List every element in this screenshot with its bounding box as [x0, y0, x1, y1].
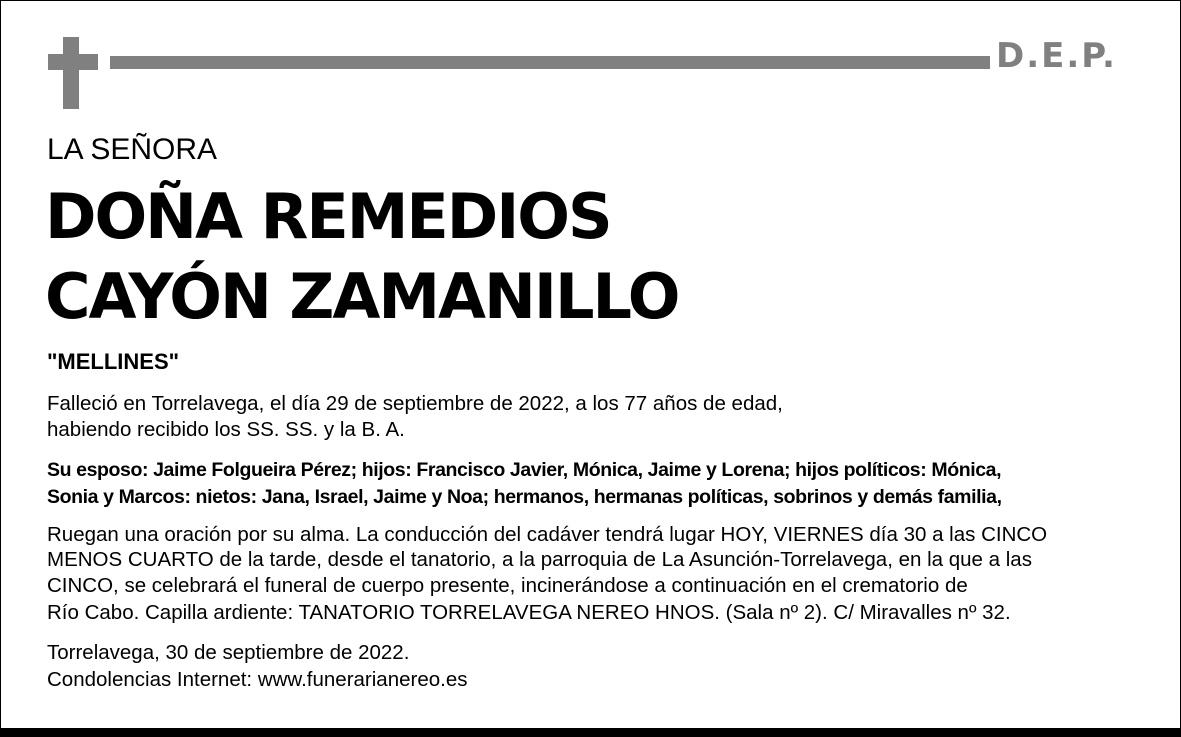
- ceremony-line-2: MENOS CUARTO de la tarde, desde el tanatorio, a la parroquia de La Asunción-Torrelavega, en la que a las: [47, 548, 1032, 571]
- cross-icon: [63, 37, 79, 109]
- cross-icon-arm: [48, 54, 98, 70]
- salutation: LA SEÑORA: [47, 133, 218, 166]
- deceased-name-line-2: CAYÓN ZAMANILLO: [45, 260, 679, 333]
- family-line-2: Sonia y Marcos: nietos: Jana, Israel, Jaime y Noa; hermanos, hermanas políticas, sobrinos y demás familia,: [47, 486, 1002, 508]
- death-info-line-1: Falleció en Torrelavega, el día 29 de septiembre de 2022, a los 77 años de edad,: [47, 392, 783, 415]
- family-line-1: Su esposo: Jaime Folgueira Pérez; hijos: Francisco Javier, Mónica, Jaime y Lorena; hijos políticos: Mónica,: [47, 459, 1002, 481]
- header-divider: [110, 56, 990, 69]
- bottom-border: [0, 728, 1181, 737]
- condolences-link[interactable]: Condolencias Internet: www.funerarianereo.es: [47, 668, 468, 691]
- ceremony-line-1: Ruegan una oración por su alma. La conducción del cadáver tendrá lugar HOY, VIERNES día 30 a las CINCO: [47, 523, 1048, 546]
- nickname: "MELLINES": [47, 349, 180, 374]
- death-info-line-2: habiendo recibido los SS. SS. y la B. A.: [47, 418, 405, 441]
- dep-abbreviation: D.E.P.: [996, 36, 1117, 76]
- dateline: Torrelavega, 30 de septiembre de 2022.: [47, 641, 410, 664]
- deceased-name-line-1: DOÑA REMEDIOS: [45, 180, 611, 253]
- ceremony-line-3: CINCO, se celebrará el funeral de cuerpo presente, incinerándose a continuación en el crematorio de: [47, 574, 968, 597]
- ceremony-line-4: Río Cabo. Capilla ardiente: TANATORIO TORRELAVEGA NEREO HNOS. (Sala nº 2). C/ Miravalles nº 32.: [47, 601, 1011, 624]
